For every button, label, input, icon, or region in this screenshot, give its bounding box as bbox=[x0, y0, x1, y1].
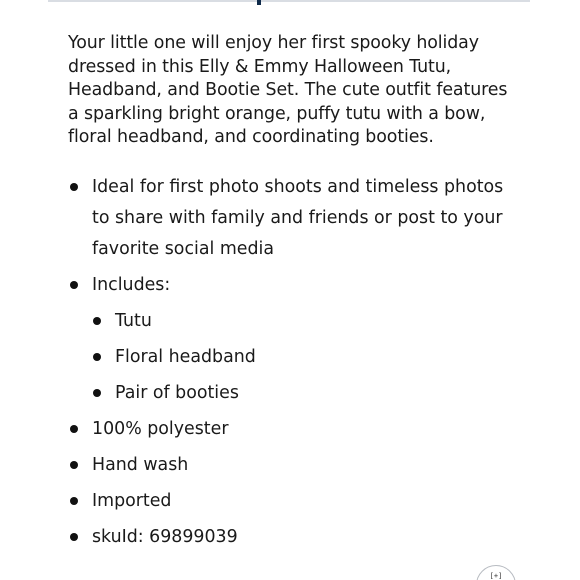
sub-list-item bbox=[91, 378, 518, 409]
list-item-text: Hand wash bbox=[92, 455, 189, 475]
list-item-text: 100% polyester bbox=[92, 419, 229, 439]
list-item bbox=[68, 270, 518, 301]
list-item bbox=[68, 414, 518, 445]
bullet-icon bbox=[70, 281, 78, 289]
bullet-icon bbox=[70, 461, 78, 469]
list-item bbox=[68, 172, 518, 265]
bullet-icon bbox=[70, 425, 78, 433]
bullet-icon bbox=[70, 533, 78, 541]
list-item bbox=[68, 522, 518, 553]
list-item-text: Floral headband bbox=[115, 347, 256, 367]
list-item-text: Includes: bbox=[92, 275, 171, 295]
product-details-list bbox=[68, 172, 518, 558]
list-item-text: Pair of booties bbox=[115, 383, 239, 403]
list-item-text: Tutu bbox=[115, 311, 152, 331]
bullet-icon bbox=[93, 389, 101, 397]
top-divider bbox=[48, 0, 530, 2]
product-description: Your little one will enjoy her first spooky holiday dressed in this Elly & Emmy Halloween Tutu, Headband, and Bootie Set. The cute outfit features a sparkling bright orange, puffy tutu with a bow, floral headband, and coordinating booties. bbox=[68, 33, 508, 147]
list-item-text: Imported bbox=[92, 491, 172, 511]
list-item bbox=[68, 450, 518, 481]
bullet-icon bbox=[93, 317, 101, 325]
tab-indicator bbox=[257, 0, 261, 5]
bullet-icon bbox=[70, 497, 78, 505]
zoom-button[interactable] bbox=[476, 565, 516, 580]
bullet-icon bbox=[93, 353, 101, 361]
list-item bbox=[68, 486, 518, 517]
bullet-icon bbox=[70, 183, 78, 191]
list-item-text: Ideal for first photo shoots and timeless photos to share with family and friends or post to your favorite social media bbox=[92, 177, 504, 259]
sub-list-item bbox=[91, 342, 518, 373]
zoom-icon: [+] bbox=[489, 572, 503, 580]
list-item-text: skuId: 69899039 bbox=[92, 527, 238, 547]
sub-list-item bbox=[91, 306, 518, 337]
